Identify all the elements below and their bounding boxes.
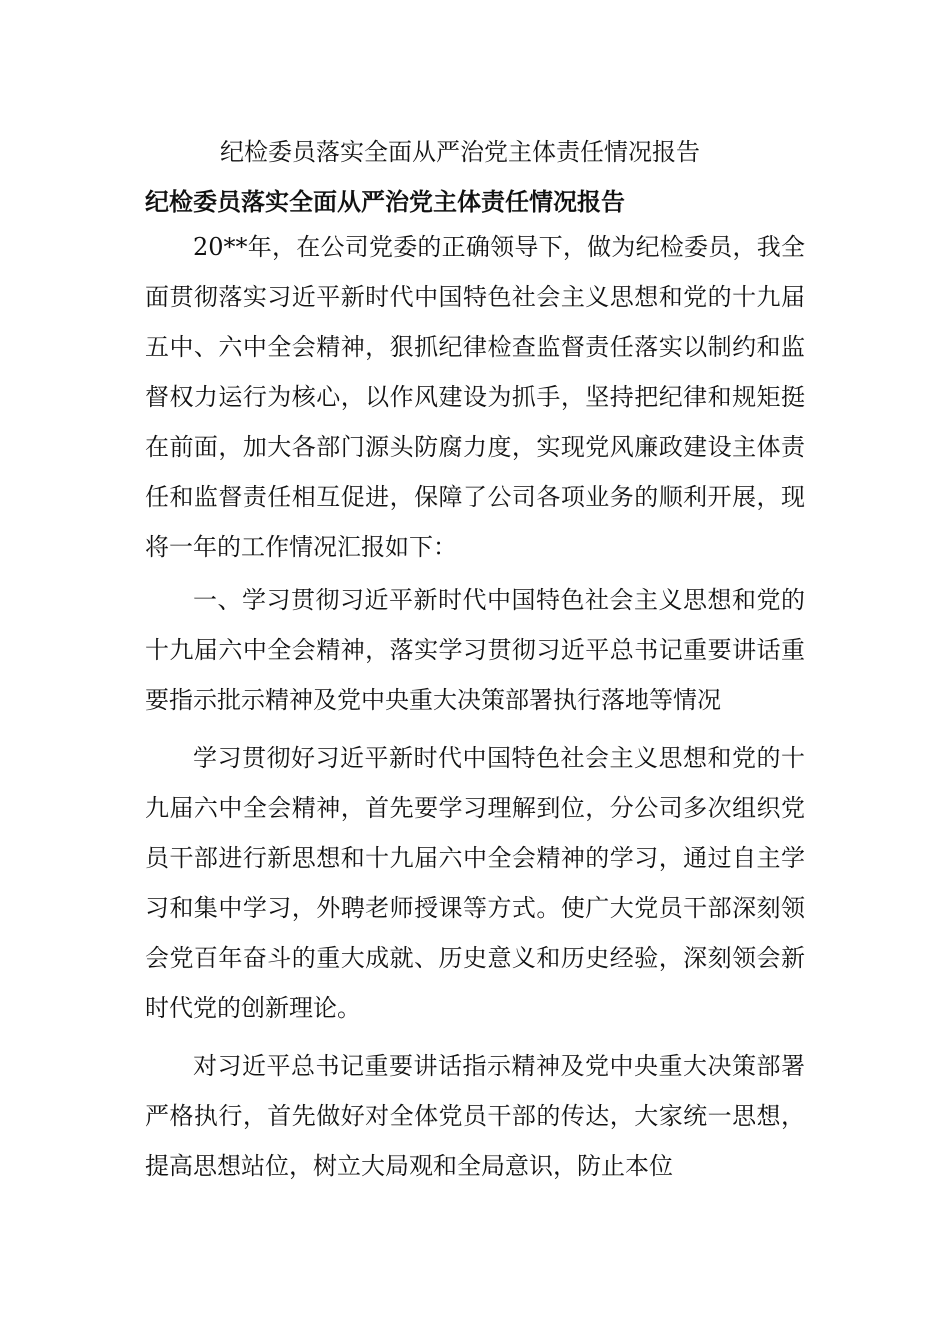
paragraph-section-heading: 一、学习贯彻习近平新时代中国特色社会主义思想和党的十九届六中全会精神，落实学习贯彻习近平总书记重要讲话重要指示批示精神及党中央重大决策部署执行落地等情况 — [145, 586, 805, 714]
paragraph-execution: 对习近平总书记重要讲话指示精神及党中央重大决策部署严格执行，首先做好对全体党员干部的传达，大家统一思想，提高思想站位，树立大局观和全局意识，防止本位 — [145, 1052, 805, 1180]
document-body — [145, 122, 805, 1191]
paragraph-intro: 20**年，在公司党委的正确领导下，做为纪检委员，我全面贯彻落实习近平新时代中国特色社会主义思想和党的十九届五中、六中全会精神，狠抓纪律检查监督责任落实以制约和监督权力运行为核心，以作风建设为抓手，坚持把纪律和规矩挺在前面，加大各部门源头防腐力度，实现党风廉政建设主体责任和监督责任相互促进，保障了公司各项业务的顺利开展，现将一年的工作情况汇报如下： — [145, 233, 805, 561]
paragraph-study: 学习贯彻好习近平新时代中国特色社会主义思想和党的十九届六中全会精神，首先要学习理解到位，分公司多次组织党员干部进行新思想和十九届六中全会精神的学习，通过自主学习和集中学习，外聘老师授课等方式。使广大党员干部深刻领会党百年奋斗的重大成就、历史意义和历史经验，深刻领会新时代党的创新理论。 — [145, 744, 805, 1022]
document-subtitle: 纪检委员落实全面从严治党主体责任情况报告 — [145, 187, 625, 216]
document-title: 纪检委员落实全面从严治党主体责任情况报告 — [220, 138, 700, 166]
